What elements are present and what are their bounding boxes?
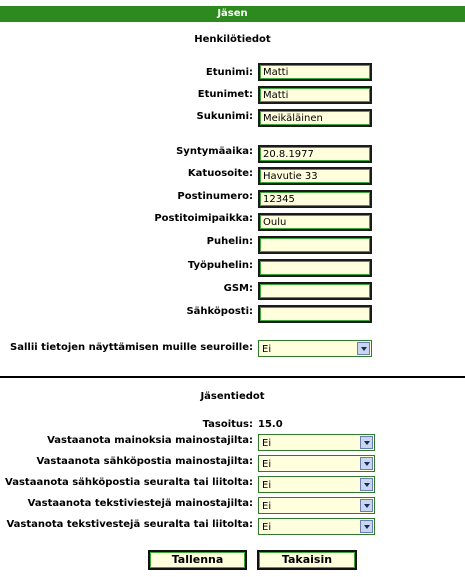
firstnames-label: Etunimet: [197, 89, 253, 100]
gsm-label: GSM: [223, 283, 253, 294]
firstname-label: Etunimi: [205, 67, 253, 78]
city-input[interactable]: Oulu [258, 213, 372, 231]
option-sms-ads-label: Vastaanota tekstiviestejä mainostajilta: [27, 498, 253, 509]
option-sms-club-select[interactable] [258, 518, 375, 535]
allow-display-select[interactable] [258, 340, 372, 357]
work-phone-input[interactable] [258, 259, 372, 277]
section-divider [0, 376, 465, 378]
chevron-down-icon[interactable] [360, 520, 373, 533]
allow-display-value: Ei [262, 344, 272, 355]
save-button[interactable]: Tallenna [148, 550, 247, 570]
handicap-value: 15.0 [258, 419, 283, 430]
option-sms-ads-value: Ei [262, 501, 272, 512]
street-label: Katuosoite: [187, 168, 253, 179]
lastname-input[interactable]: Meikäläinen [258, 109, 372, 127]
membership-heading: Jäsentiedot [200, 391, 265, 402]
option-email-ads-label: Vastaanota sähköpostia mainostajilta: [36, 456, 253, 467]
option-ads-value: Ei [262, 438, 272, 449]
chevron-down-icon[interactable] [360, 436, 373, 449]
handicap-label: Tasoitus: [202, 419, 253, 430]
chevron-down-icon[interactable] [360, 457, 373, 470]
option-email-club-value: Ei [262, 480, 272, 491]
city-label: Postitoimipaikka: [154, 213, 253, 224]
work-phone-label: Työpuhelin: [187, 260, 253, 271]
phone-input[interactable] [258, 236, 372, 254]
email-input[interactable] [258, 305, 372, 323]
option-ads-select[interactable] [258, 434, 375, 451]
firstnames-input[interactable]: Matti [258, 86, 372, 104]
option-email-club-select[interactable] [258, 476, 375, 493]
firstname-input[interactable]: Matti [258, 63, 372, 81]
postcode-input[interactable]: 12345 [258, 190, 372, 208]
chevron-down-icon[interactable] [360, 478, 373, 491]
chevron-down-icon[interactable] [360, 499, 373, 512]
option-email-ads-value: Ei [262, 459, 272, 470]
personal-info-heading: Henkilötiedot [194, 34, 271, 45]
street-input[interactable]: Havutie 33 [258, 167, 372, 185]
option-sms-ads-select[interactable] [258, 497, 375, 514]
option-sms-club-value: Ei [262, 522, 272, 533]
option-sms-club-label: Vastanota tekstivestejä seuralta tai liitolta: [6, 519, 253, 530]
postcode-label: Postinumero: [177, 191, 253, 202]
back-button[interactable]: Takaisin [257, 550, 357, 570]
phone-label: Puhelin: [206, 236, 253, 247]
option-email-club-label: Vastaanota sähköpostia seuralta tai liitolta: [5, 477, 253, 488]
birthdate-input[interactable]: 20.8.1977 [258, 145, 372, 163]
option-ads-label: Vastaanota mainoksia mainostajilta: [47, 435, 253, 446]
email-label: Sähköposti: [186, 306, 253, 317]
gsm-input[interactable] [258, 282, 372, 300]
window-title: Jäsen [0, 6, 465, 22]
allow-display-label: Sallii tietojen näyttämisen muille seuroille: [10, 342, 253, 353]
option-email-ads-select[interactable] [258, 455, 375, 472]
chevron-down-icon[interactable] [357, 342, 370, 355]
birthdate-label: Syntymäaika: [176, 146, 253, 157]
lastname-label: Sukunimi: [196, 111, 253, 122]
